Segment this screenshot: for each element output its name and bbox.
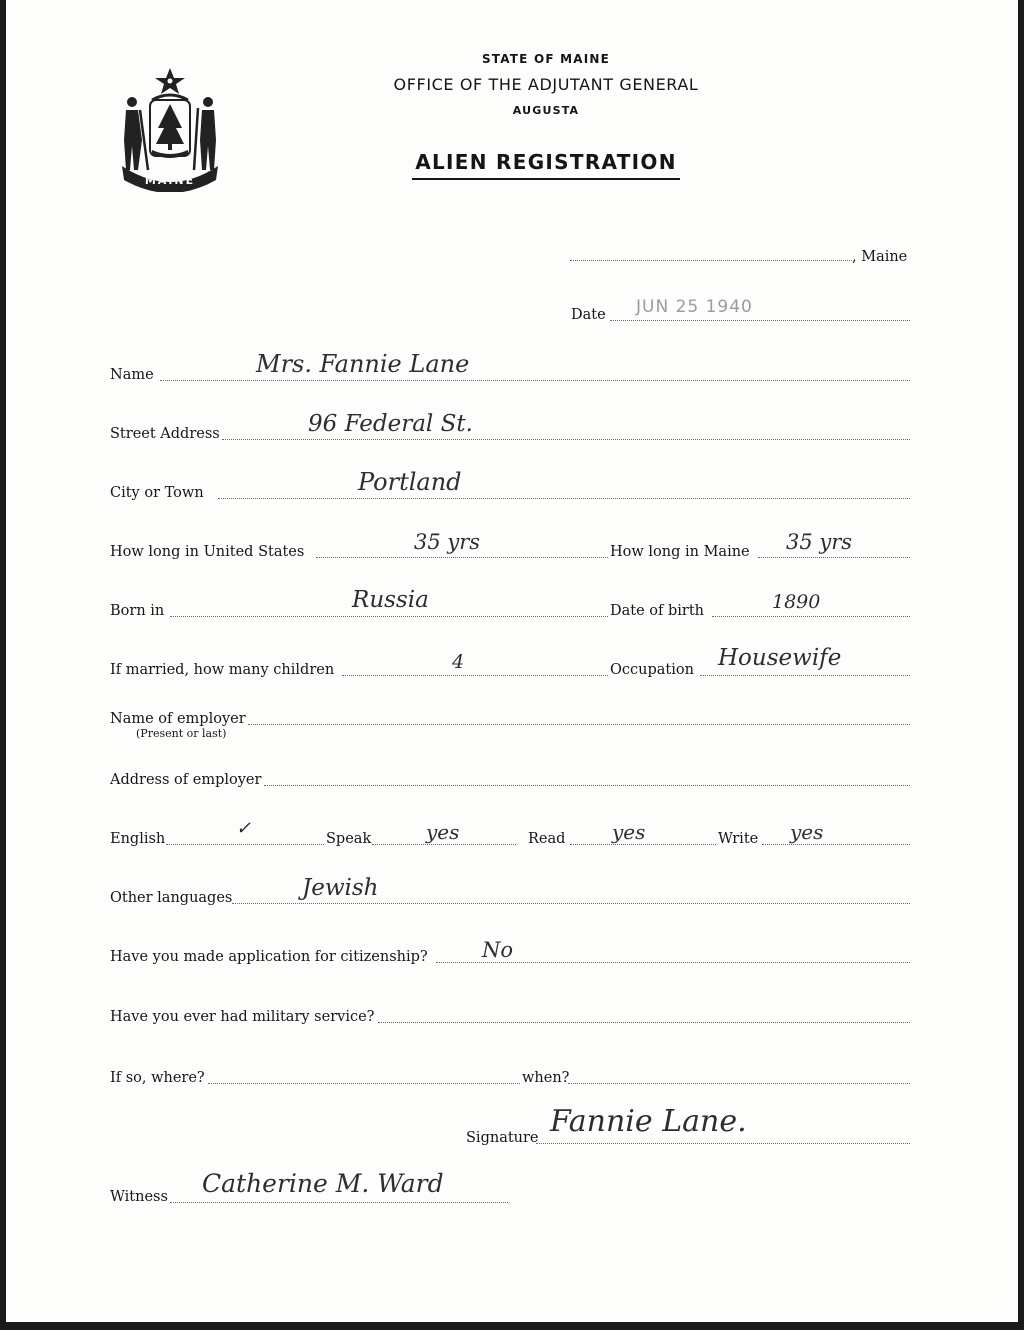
read-line bbox=[570, 844, 716, 845]
dob-line bbox=[712, 616, 910, 617]
witness-line bbox=[170, 1202, 508, 1203]
street-line bbox=[222, 439, 910, 440]
header-state: STATE OF MAINE bbox=[481, 52, 611, 66]
employer-label: Name of employer bbox=[110, 711, 246, 727]
military-line bbox=[378, 1022, 910, 1023]
occupation-label: Occupation bbox=[610, 662, 694, 678]
employer-address-label: Address of employer bbox=[110, 772, 262, 788]
maine-time-value: 35 yrs bbox=[786, 530, 853, 554]
form-title bbox=[306, 150, 786, 174]
us-time-value: 35 yrs bbox=[414, 530, 481, 554]
form-title-text: ALIEN REGISTRATION bbox=[412, 150, 680, 180]
write-label: Write bbox=[718, 831, 759, 847]
date-line bbox=[610, 320, 910, 321]
english-label: English bbox=[110, 831, 166, 847]
children-value: 4 bbox=[452, 651, 465, 673]
write-line bbox=[762, 844, 910, 845]
us-time-line bbox=[316, 557, 608, 558]
witness-value: Catherine M. Ward bbox=[202, 1169, 444, 1198]
read-value: yes bbox=[612, 820, 646, 844]
date-stamp: JUN 25 1940 bbox=[636, 297, 753, 317]
where-line bbox=[208, 1083, 520, 1084]
employer-line bbox=[248, 724, 910, 725]
citizenship-line bbox=[436, 962, 910, 963]
maine-time-label: How long in Maine bbox=[610, 544, 750, 560]
signature-line bbox=[536, 1143, 910, 1144]
signature-label: Signature bbox=[466, 1130, 539, 1146]
header-city: AUGUSTA bbox=[512, 104, 580, 117]
header-office: OFFICE OF THE ADJUTANT GENERAL bbox=[393, 75, 699, 94]
employer-address-line bbox=[264, 785, 910, 786]
where-label: If so, where? bbox=[110, 1070, 205, 1086]
occupation-line bbox=[700, 675, 910, 676]
place-line bbox=[570, 260, 852, 261]
children-line bbox=[342, 675, 608, 676]
born-label: Born in bbox=[110, 603, 165, 619]
dob-label: Date of birth bbox=[610, 603, 705, 619]
city-line bbox=[218, 498, 910, 499]
speak-line bbox=[372, 844, 516, 845]
when-label: when? bbox=[522, 1070, 570, 1086]
children-label: If married, how many children bbox=[110, 662, 335, 678]
street-value: 96 Federal St. bbox=[308, 411, 473, 437]
city-value: Portland bbox=[358, 468, 462, 496]
born-value: Russia bbox=[352, 587, 429, 613]
us-time-label: How long in United States bbox=[110, 544, 305, 560]
city-label: City or Town bbox=[110, 485, 204, 501]
citizenship-value: No bbox=[482, 938, 514, 962]
maine-time-line bbox=[758, 557, 910, 558]
citizenship-label: Have you made application for citizenship? bbox=[110, 949, 428, 965]
speak-value: yes bbox=[426, 820, 460, 844]
born-line bbox=[170, 616, 608, 617]
write-value: yes bbox=[790, 820, 824, 844]
place-suffix: , Maine bbox=[852, 249, 908, 265]
speak-label: Speak bbox=[326, 831, 372, 847]
street-label: Street Address bbox=[110, 426, 220, 442]
maine-state-seal-icon bbox=[118, 66, 222, 192]
signature-value: Fannie Lane. bbox=[550, 1104, 747, 1139]
military-label: Have you ever had military service? bbox=[110, 1009, 375, 1025]
registration-form bbox=[6, 0, 1018, 1322]
employer-sublabel: (Present or last) bbox=[136, 727, 227, 740]
dob-value: 1890 bbox=[772, 591, 821, 613]
name-label: Name bbox=[110, 367, 154, 383]
when-line bbox=[568, 1083, 910, 1084]
english-line bbox=[166, 844, 324, 845]
seal-banner-text: MAINE bbox=[144, 174, 196, 187]
other-languages-line bbox=[232, 903, 910, 904]
other-languages-value: Jewish bbox=[302, 875, 379, 901]
occupation-value: Housewife bbox=[718, 645, 842, 671]
other-languages-label: Other languages bbox=[110, 890, 233, 906]
name-value: Mrs. Fannie Lane bbox=[256, 350, 470, 378]
date-label: Date bbox=[571, 307, 606, 323]
read-label: Read bbox=[528, 831, 566, 847]
english-value: ✓ bbox=[236, 818, 252, 839]
witness-label: Witness bbox=[110, 1189, 168, 1205]
name-line bbox=[160, 380, 910, 381]
